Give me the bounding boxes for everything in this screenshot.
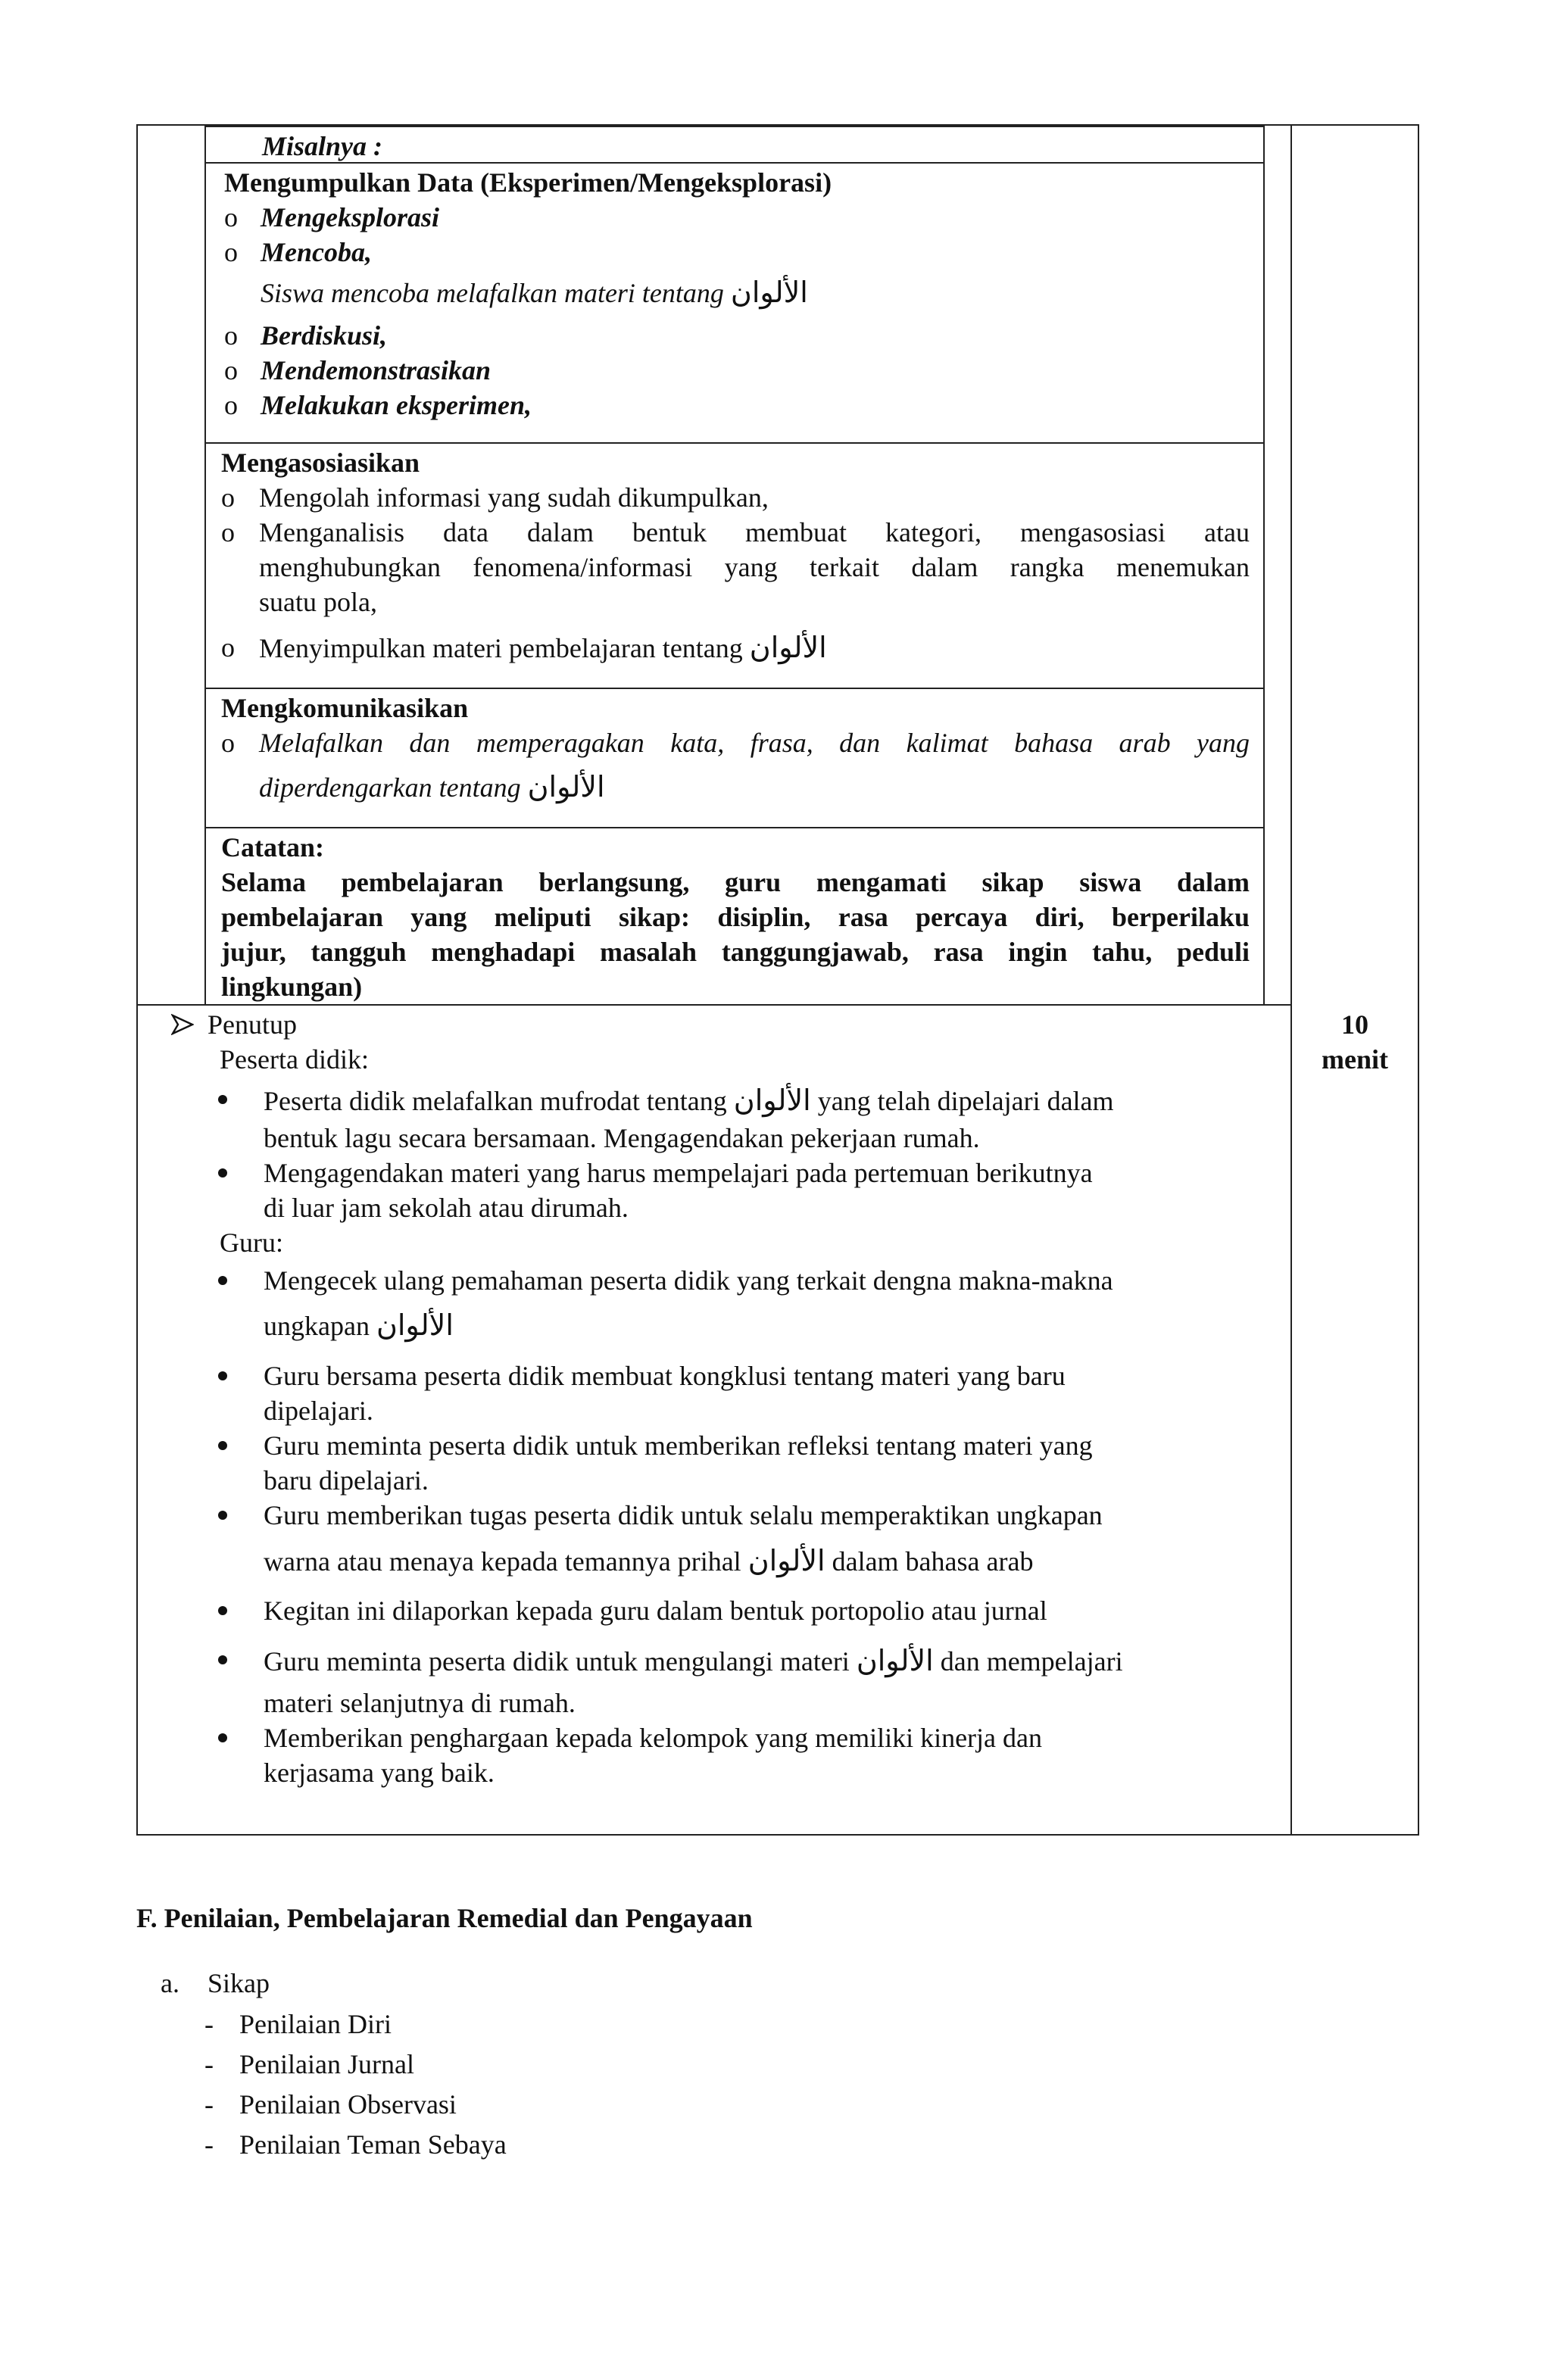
- list-item-continuation: bentuk lagu secara bersamaan. Mengagendakan pekerjaan rumah.: [264, 1123, 980, 1153]
- list-item: [171, 1077, 1262, 1121]
- mengumpulkan-title: Mengumpulkan Data (Eksperimen/Mengeksplorasi): [224, 167, 832, 198]
- list-item: [204, 2007, 507, 2047]
- list-item-continuation: materi selanjutnya di rumah.: [264, 1688, 576, 1718]
- list-item-continuation: dipelajari.: [264, 1396, 373, 1426]
- list-item-continuation: [171, 1298, 1262, 1348]
- item-text: ungkapan: [264, 1311, 370, 1341]
- item-text: Berdiskusi,: [261, 320, 388, 351]
- catatan-line: jujur, tangguh menghadapi masalah tanggungjawab, rasa ingin tahu, peduli: [221, 937, 1250, 967]
- bullet-icon: [218, 1606, 227, 1615]
- list-item: [224, 318, 1247, 353]
- row-divider: [204, 126, 1263, 127]
- item-text: Mendemonstrasikan: [261, 355, 492, 385]
- list-item: [224, 353, 1247, 388]
- circle-bullet-icon: o: [221, 517, 235, 547]
- misalnya-text: Misalnya :: [262, 131, 383, 161]
- penutup-title: Penutup: [208, 1009, 298, 1040]
- item-text: diperdengarkan tentang: [259, 772, 521, 803]
- arabic-term: الألوان: [733, 1084, 811, 1117]
- list-item: [224, 388, 1247, 423]
- mengumpulkan-block: [224, 165, 1247, 423]
- penilaian-list: [204, 2007, 507, 2167]
- list-item: [224, 235, 1247, 270]
- misalnya-label: [262, 129, 382, 164]
- item-text: dan mempelajari: [940, 1646, 1123, 1677]
- mengkomunikasikan-title: Mengkomunikasikan: [221, 693, 469, 723]
- arabic-term: الألوان: [747, 1544, 825, 1577]
- item-text: Memberikan penghargaan kepada kelompok yang memiliki kinerja dan: [264, 1723, 1043, 1753]
- circle-bullet-icon: o: [224, 355, 238, 385]
- item-text: Peserta didik melafalkan mufrodat tentang: [264, 1086, 727, 1116]
- item-text: Guru bersama peserta didik membuat kongklusi tentang materi yang baru: [264, 1361, 1066, 1391]
- item-text: suatu pola,: [259, 587, 377, 617]
- list-item-continuation: [171, 1533, 1262, 1583]
- item-text: Mengecek ulang pemahaman peserta didik yang terkait dengna makna-makna: [264, 1265, 1113, 1296]
- item-text: Mengolah informasi yang sudah dikumpulkan,: [259, 482, 769, 513]
- item-text: warna atau menaya kepada temannya prihal: [264, 1546, 741, 1577]
- list-item: [171, 1263, 1262, 1298]
- row-divider: [204, 827, 1263, 828]
- circle-bullet-icon: o: [224, 202, 238, 232]
- item-text: Penilaian Observasi: [239, 2089, 457, 2120]
- list-item: [171, 1428, 1262, 1463]
- item-text: Menyimpulkan materi pembelajaran tentang: [259, 633, 743, 663]
- sikap-label: [161, 1966, 270, 2001]
- item-text: Penilaian Diri: [239, 2009, 392, 2039]
- arabic-term: الألوان: [527, 770, 605, 803]
- row-divider: [136, 1004, 1290, 1006]
- list-item: [204, 2047, 507, 2087]
- list-item-continuation: kerjasama yang baik.: [264, 1758, 495, 1788]
- item-text: yang telah dipelajari dalam: [817, 1086, 1114, 1116]
- bullet-icon: [218, 1441, 227, 1450]
- list-item: [224, 200, 1247, 235]
- list-item: [171, 1156, 1262, 1190]
- item-text: Mencoba,: [261, 237, 372, 267]
- circle-bullet-icon: o: [224, 320, 238, 351]
- duration-unit: menit: [1322, 1044, 1388, 1075]
- duration-value: 10: [1341, 1009, 1368, 1040]
- item-text: Menganalisis data dalam bentuk membuat kategori, mengasosiasi atau: [259, 517, 1250, 547]
- list-item: [171, 1720, 1262, 1755]
- bullet-icon: [218, 1371, 227, 1380]
- section-f-heading: F. Penilaian, Pembelajaran Remedial dan Pengayaan: [136, 1903, 753, 1933]
- catatan-line: lingkungan): [221, 972, 363, 1002]
- mengasosiasikan-block: [221, 445, 1250, 669]
- table-column-divider: [204, 124, 206, 1006]
- sikap-title: Sikap: [208, 1968, 270, 1998]
- penutup-duration: [1290, 1007, 1419, 1077]
- row-divider: [204, 688, 1263, 689]
- list-item: [221, 624, 1250, 669]
- sub-item: [224, 270, 1247, 313]
- dash-bullet: -: [204, 2089, 214, 2120]
- guru-label: Guru:: [220, 1227, 283, 1258]
- bullet-icon: [218, 1655, 227, 1664]
- arabic-term: الألوان: [730, 276, 808, 309]
- list-item: [204, 2127, 507, 2167]
- penutup-block: [171, 1007, 1262, 1790]
- list-item: [171, 1593, 1262, 1628]
- mengasosiasikan-title: Mengasosiasikan: [221, 448, 420, 478]
- mengkomunikasikan-block: [221, 691, 1250, 810]
- list-letter: a.: [161, 1968, 179, 1998]
- item-text: Kegitan ini dilaporkan kepada guru dalam bentuk portopolio atau jurnal: [264, 1596, 1047, 1626]
- bullet-icon: [218, 1095, 227, 1104]
- item-text: Guru meminta peserta didik untuk memberikan refleksi tentang materi yang: [264, 1430, 1093, 1461]
- list-item: [221, 480, 1250, 515]
- list-item-continuation: [221, 585, 1250, 619]
- list-item-continuation: baru dipelajari.: [264, 1465, 429, 1496]
- arrow-bullet-icon: [171, 1014, 194, 1035]
- circle-bullet-icon: o: [224, 237, 238, 267]
- item-text: Mengagendakan materi yang harus mempelajari pada pertemuan berikutnya: [264, 1158, 1093, 1188]
- list-item: [171, 1498, 1262, 1533]
- circle-bullet-icon: o: [221, 728, 235, 758]
- dash-bullet: -: [204, 2129, 214, 2160]
- penutup-heading: [171, 1007, 1262, 1042]
- item-text: Guru memberikan tugas peserta didik untuk selalu memperaktikan ungkapan: [264, 1500, 1103, 1530]
- circle-bullet-icon: o: [224, 390, 238, 420]
- catatan-block: [221, 830, 1250, 1004]
- bullet-icon: [218, 1511, 227, 1520]
- circle-bullet-icon: o: [221, 482, 235, 513]
- table-column-divider: [1290, 124, 1292, 1836]
- list-item: [204, 2087, 507, 2127]
- catatan-title: Catatan:: [221, 832, 324, 862]
- item-text: Penilaian Jurnal: [239, 2049, 414, 2079]
- sub-item-text: Siswa mencoba melafalkan materi tentang: [261, 278, 724, 308]
- peserta-label: Peserta didik:: [220, 1044, 369, 1075]
- row-divider: [204, 442, 1263, 444]
- catatan-line: Selama pembelajaran berlangsung, guru mengamati sikap siswa dalam: [221, 867, 1250, 897]
- list-item-continuation: di luar jam sekolah atau dirumah.: [264, 1193, 629, 1223]
- list-item: [221, 515, 1250, 550]
- table-column-divider: [1263, 124, 1265, 1006]
- bullet-icon: [218, 1733, 227, 1742]
- list-item: [221, 725, 1250, 760]
- list-item-continuation: [221, 550, 1250, 585]
- bullet-icon: [218, 1276, 227, 1285]
- item-text: Melakukan eksperimen,: [261, 390, 532, 420]
- item-text: menghubungkan fenomena/informasi yang terkait dalam rangka menemukan: [259, 552, 1250, 582]
- item-text: dalam bahasa arab: [832, 1546, 1034, 1577]
- arabic-term: الألوان: [376, 1309, 454, 1342]
- dash-bullet: -: [204, 2009, 214, 2039]
- list-item: [171, 1636, 1262, 1681]
- circle-bullet-icon: o: [221, 632, 235, 663]
- list-item-continuation: [221, 760, 1250, 810]
- bullet-icon: [218, 1168, 227, 1178]
- arabic-term: الألوان: [856, 1644, 934, 1677]
- list-item: [171, 1358, 1262, 1393]
- catatan-line: pembelajaran yang meliputi sikap: disiplin, rasa percaya diri, berperilaku: [221, 902, 1250, 932]
- item-text: Guru meminta peserta didik untuk mengulangi materi: [264, 1646, 850, 1677]
- item-text: Melafalkan dan memperagakan kata, frasa, dan kalimat bahasa arab yang: [259, 728, 1250, 758]
- item-text: Mengeksplorasi: [261, 202, 440, 232]
- item-text: Penilaian Teman Sebaya: [239, 2129, 507, 2160]
- arabic-term: الألوان: [749, 631, 827, 664]
- dash-bullet: -: [204, 2049, 214, 2079]
